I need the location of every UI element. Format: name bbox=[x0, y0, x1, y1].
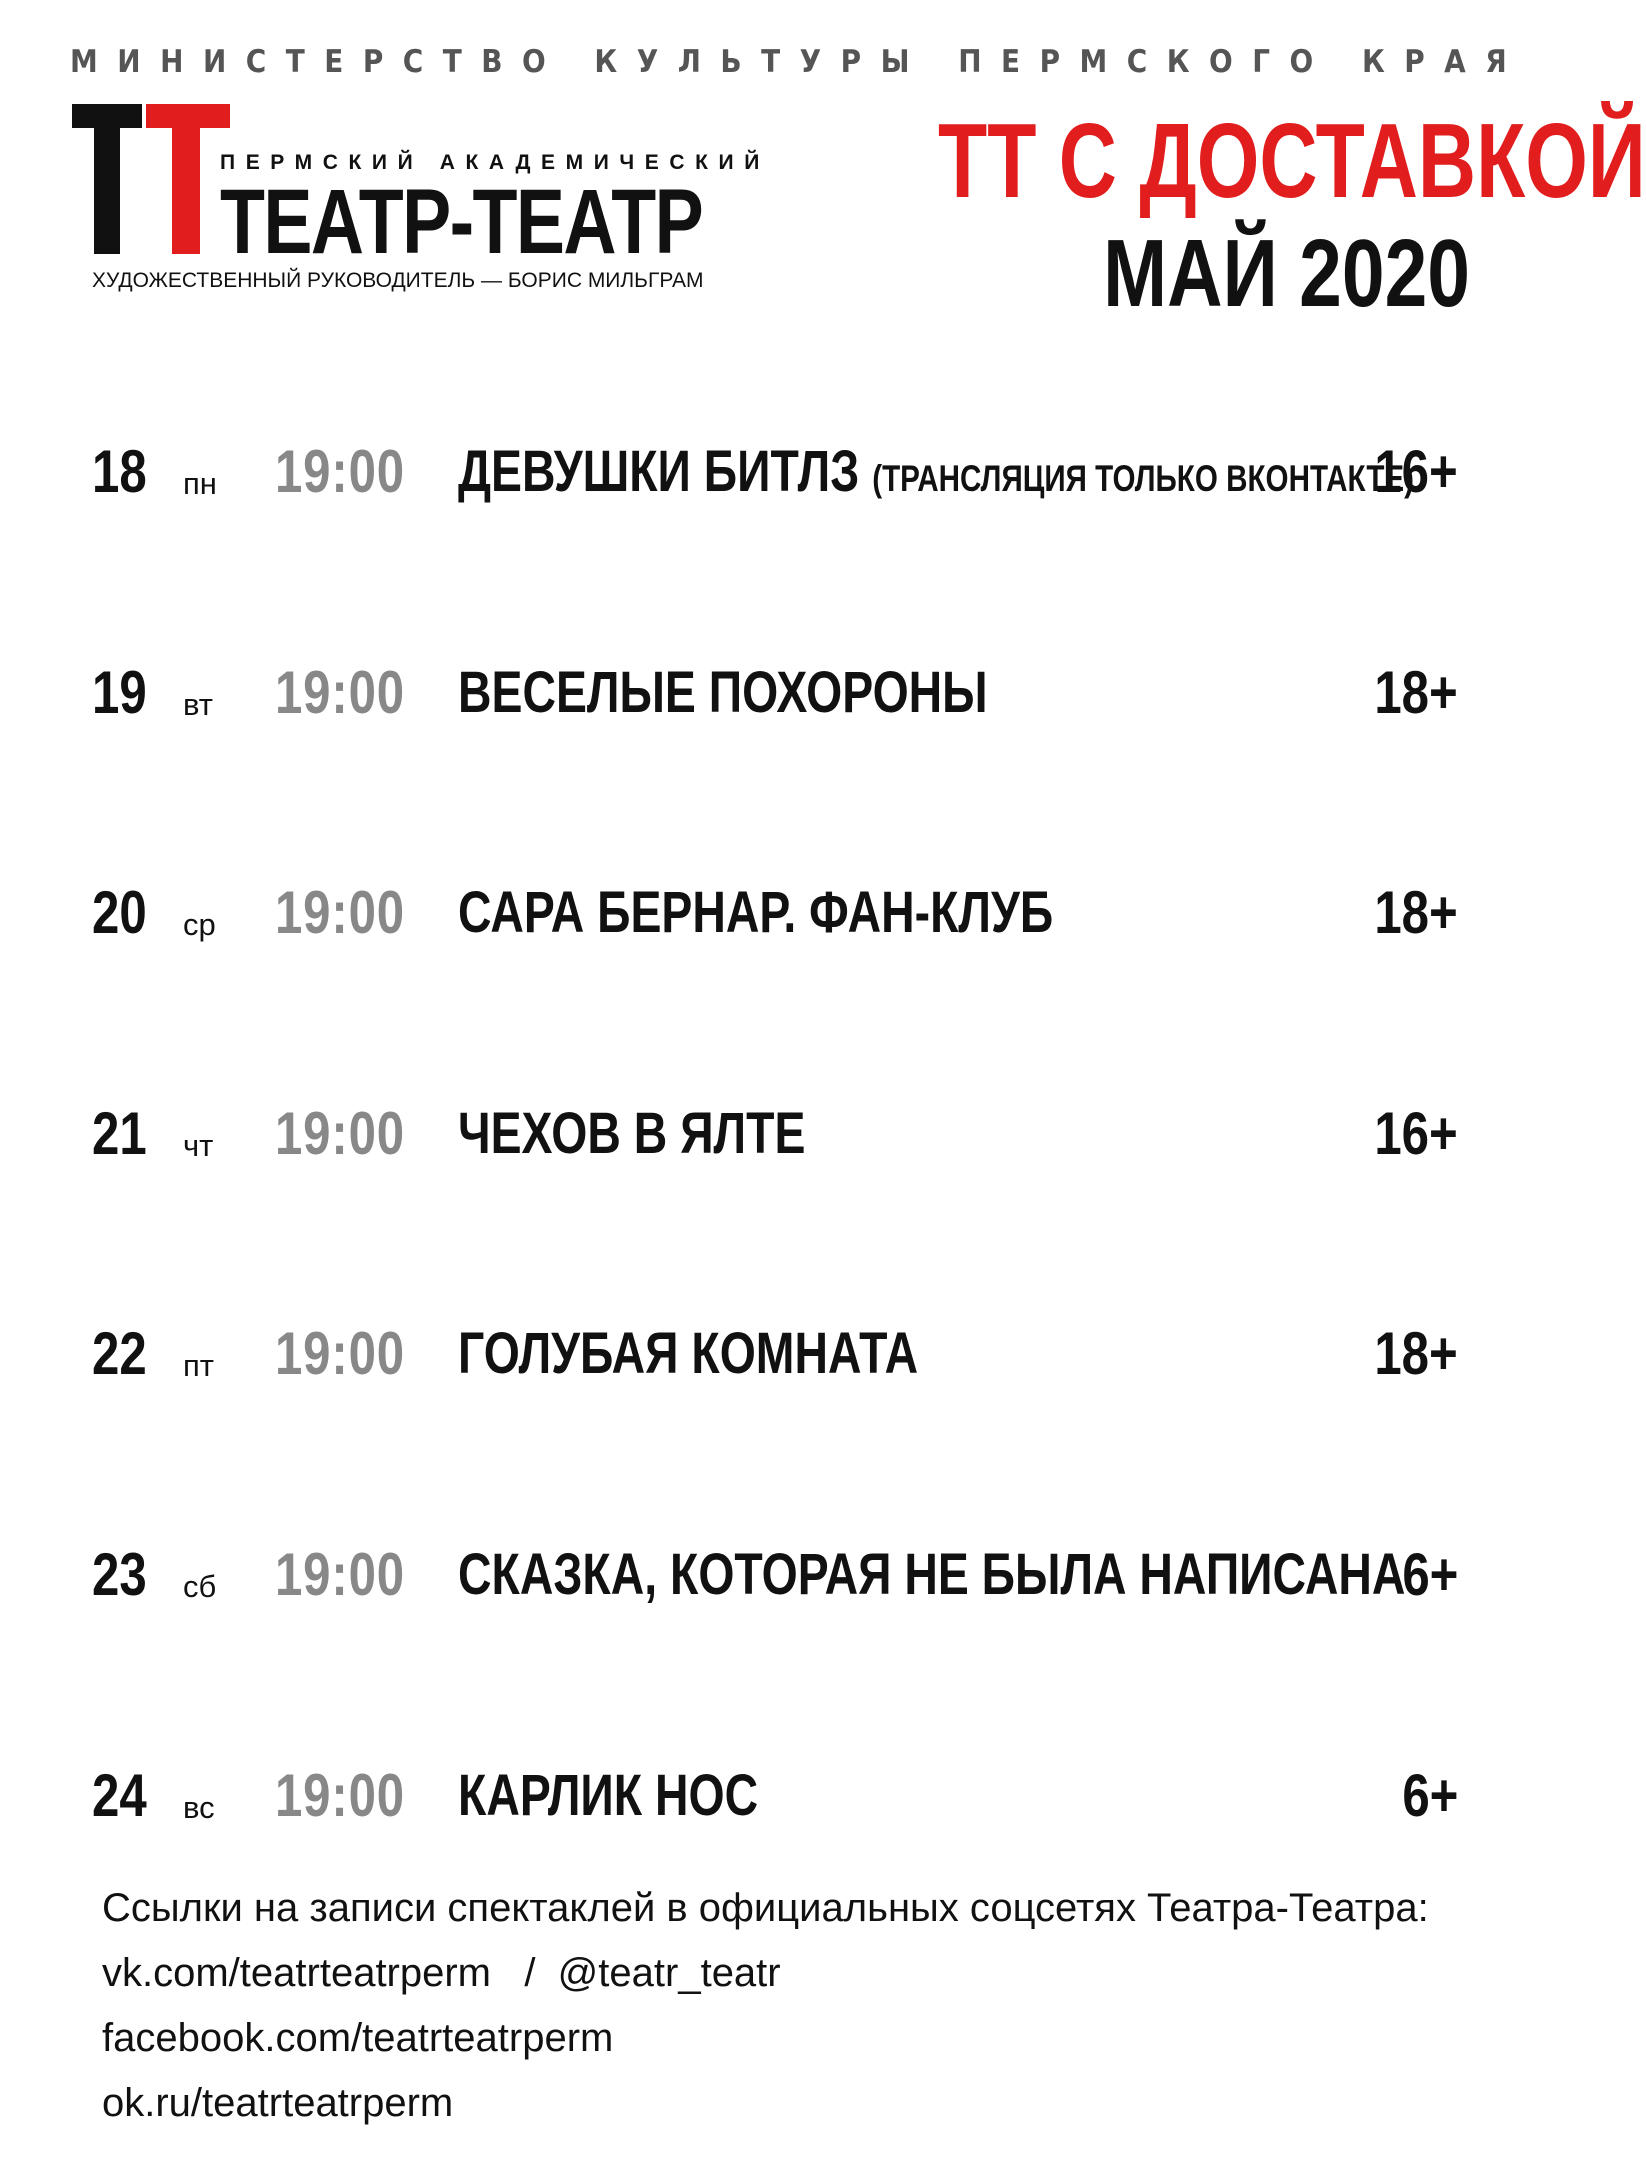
age-rating: 18+ bbox=[1374, 1320, 1458, 1388]
schedule-weekday: сб bbox=[183, 1568, 217, 1604]
schedule-title bbox=[458, 657, 988, 729]
logo-director: ХУДОЖЕСТВЕННЫЙ РУКОВОДИТЕЛЬ — БОРИС МИЛЬГРАМ bbox=[92, 269, 704, 292]
schedule-day: 21 bbox=[92, 1099, 147, 1167]
schedule-title bbox=[458, 1539, 1405, 1611]
schedule-time: 19:00 bbox=[275, 1540, 405, 1608]
schedule-row bbox=[0, 1098, 1528, 1319]
logo-t1-stem bbox=[94, 104, 120, 254]
schedule-row bbox=[0, 1318, 1528, 1539]
schedule-title-text: ДЕВУШКИ БИТЛЗ bbox=[458, 439, 860, 504]
ok-link[interactable]: ok.ru/teatrteatrperm bbox=[102, 2081, 454, 2125]
page-title: ТТ С ДОСТАВКОЙ bbox=[938, 102, 1646, 220]
schedule-row bbox=[0, 657, 1528, 878]
schedule-title-text: САРА БЕРНАР. ФАН-КЛУБ bbox=[458, 880, 1054, 946]
schedule-weekday: вс bbox=[183, 1789, 215, 1825]
schedule-time: 19:00 bbox=[275, 658, 405, 726]
schedule-time: 19:00 bbox=[275, 1099, 405, 1167]
schedule-title-text: ВЕСЕЛЫЕ ПОХОРОНЫ bbox=[458, 659, 988, 725]
age-rating: 6+ bbox=[1401, 1540, 1458, 1608]
schedule-day: 23 bbox=[92, 1540, 147, 1608]
logo-name: ТЕАТР-ТЕАТР bbox=[220, 171, 703, 273]
schedule-time: 19:00 bbox=[275, 438, 405, 505]
age-rating: 16+ bbox=[1374, 438, 1458, 505]
schedule-weekday: пт bbox=[183, 1348, 214, 1384]
logo-t2-stem bbox=[172, 104, 200, 254]
age-rating: 6+ bbox=[1401, 1761, 1458, 1829]
schedule-title bbox=[458, 877, 1053, 949]
schedule-day: 22 bbox=[92, 1320, 147, 1388]
schedule-title bbox=[458, 1318, 918, 1390]
page-subtitle: МАЙ 2020 bbox=[1103, 220, 1470, 327]
age-rating: 18+ bbox=[1374, 879, 1458, 947]
schedule-day: 20 bbox=[92, 879, 147, 947]
logo-subtitle: ПЕРМСКИЙ АКАДЕМИЧЕСКИЙ bbox=[220, 151, 770, 174]
schedule-day: 24 bbox=[92, 1761, 147, 1829]
schedule-time: 19:00 bbox=[275, 1761, 405, 1829]
schedule-note: (ТРАНСЛЯЦИЯ ТОЛЬКО ВКОНТАКТЕ) bbox=[872, 458, 1415, 499]
schedule-day: 18 bbox=[92, 438, 147, 505]
links-intro: Ссылки на записи спектаклей в официальных соцсетях Театра-Театра: bbox=[102, 1886, 1429, 1930]
schedule-time: 19:00 bbox=[275, 1320, 405, 1388]
schedule-list bbox=[0, 436, 1528, 1980]
schedule-title-text: ЧЕХОВ В ЯЛТЕ bbox=[458, 1100, 806, 1166]
schedule-title-text: СКАЗКА, КОТОРАЯ НЕ БЫЛА НАПИСАНА bbox=[458, 1541, 1406, 1607]
theatre-logo bbox=[72, 104, 770, 294]
schedule-time: 19:00 bbox=[275, 879, 405, 947]
schedule-row bbox=[0, 436, 1528, 657]
schedule-weekday: чт bbox=[183, 1127, 214, 1163]
ministry-header: МИНИСТЕРСТВО КУЛЬТУРЫ ПЕРМСКОГО КРАЯ bbox=[70, 44, 1527, 80]
schedule-title bbox=[458, 1098, 805, 1170]
schedule-weekday: пн bbox=[183, 466, 217, 501]
schedule-weekday: вт bbox=[183, 686, 213, 722]
schedule-row bbox=[0, 877, 1528, 1098]
vk-link[interactable]: vk.com/teatrteatrperm / @teatr_teatr bbox=[102, 1951, 781, 1995]
schedule-title bbox=[458, 436, 1414, 515]
social-links bbox=[102, 1876, 1502, 2136]
age-rating: 16+ bbox=[1374, 1099, 1458, 1167]
schedule-weekday: ср bbox=[183, 907, 216, 943]
schedule-title-text: КАРЛИК НОС bbox=[458, 1762, 759, 1828]
facebook-link[interactable]: facebook.com/teatrteatrperm bbox=[102, 2016, 614, 2060]
schedule-row bbox=[0, 1539, 1528, 1760]
schedule-title bbox=[458, 1760, 758, 1832]
age-rating: 18+ bbox=[1374, 658, 1458, 726]
schedule-title-text: ГОЛУБАЯ КОМНАТА bbox=[458, 1321, 919, 1387]
tt-logo-mark bbox=[72, 104, 232, 254]
schedule-day: 19 bbox=[92, 658, 147, 726]
